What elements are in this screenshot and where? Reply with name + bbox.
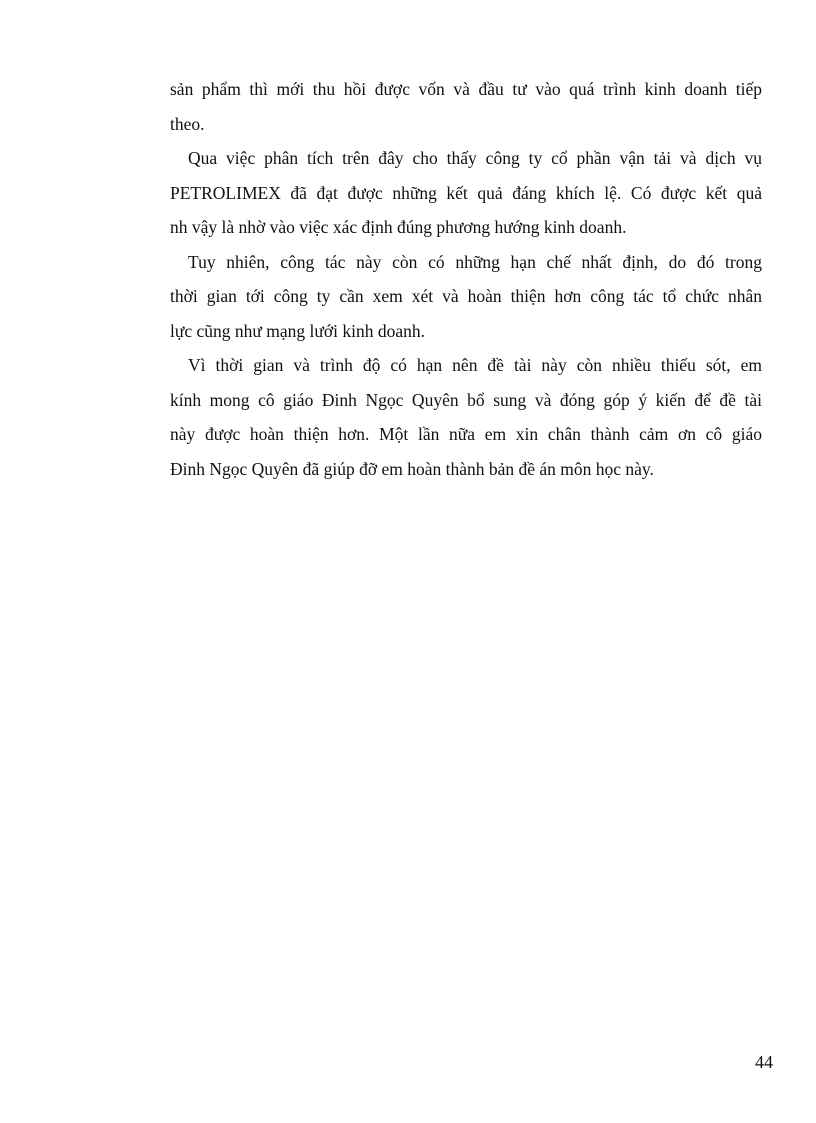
page-number: 44 xyxy=(755,1052,773,1072)
text-line: Qua việc phân tích trên đây cho thấy công ty cổ phần vận tải và dịch vụ xyxy=(188,148,762,168)
text-line: PETROLIMEX đã đạt được những kết quả đáng khích lệ. Có được kết quả xyxy=(170,182,762,203)
body-text xyxy=(170,72,762,486)
text-line: Đinh Ngọc Quyên đã giúp đỡ em hoàn thành bản đề án môn học này. xyxy=(170,458,654,479)
text-line: thời gian tới công ty cần xem xét và hoàn thiện hơn công tác tổ chức nhân xyxy=(170,286,762,306)
text-line: theo. xyxy=(170,113,205,134)
text-line: này được hoàn thiện hơn. Một lần nữa em xin chân thành cảm ơn cô giáo xyxy=(170,424,762,444)
text-line: sản phẩm thì mới thu hồi được vốn và đầu tư vào quá trình kinh doanh tiếp xyxy=(170,79,762,99)
text-line: kính mong cô giáo Đinh Ngọc Quyên bổ sung và đóng góp ý kiến để đề tài xyxy=(170,389,762,410)
text-line: Vì thời gian và trình độ có hạn nên đề tài này còn nhiều thiếu sót, em xyxy=(188,355,762,375)
text-line: nh vậy là nhờ vào việc xác định đúng phương hướng kinh doanh. xyxy=(170,217,627,237)
text-line: Tuy nhiên, công tác này còn có những hạn chế nhất định, do đó trong xyxy=(188,251,762,272)
text-line: lực cũng như mạng lưới kinh doanh. xyxy=(170,320,425,341)
